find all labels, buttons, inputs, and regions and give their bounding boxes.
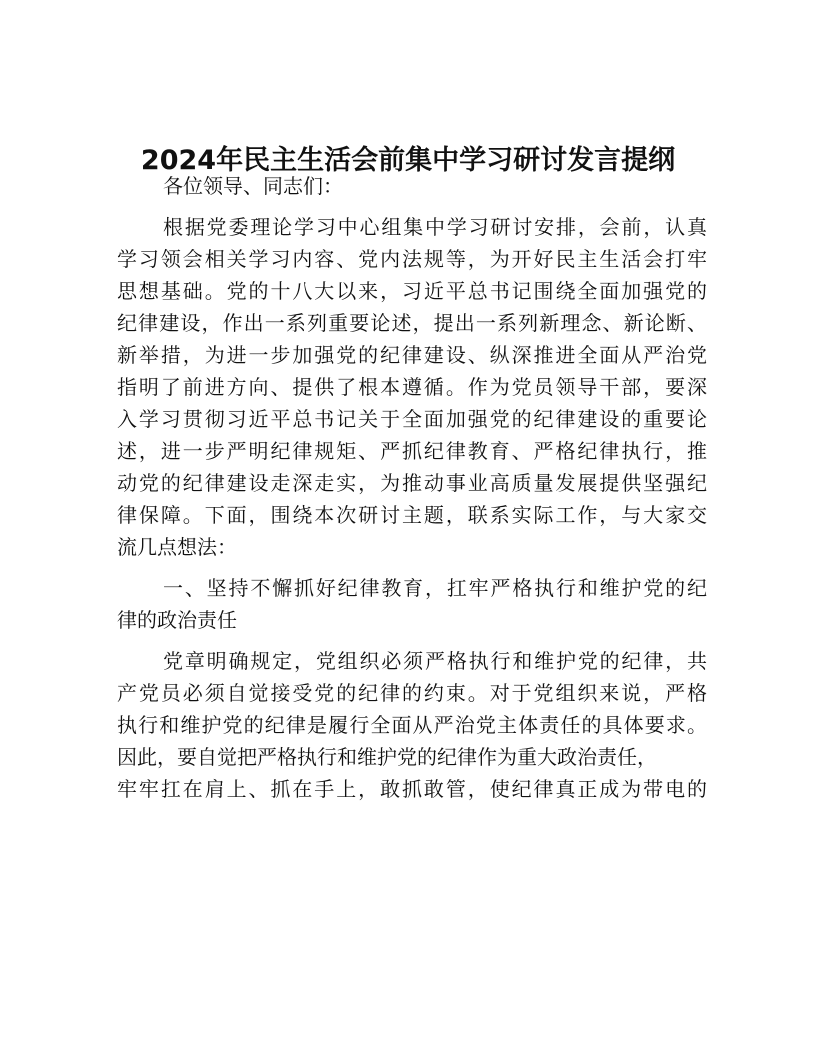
text-line: 一、坚持不懈抓好纪律教育，扛牢严格执行和维护党的纪 bbox=[163, 576, 707, 600]
paragraph-salutation bbox=[117, 170, 707, 202]
text-line: 律保障。下面，围绕本次研讨主题，联系实际工作，与大家交 bbox=[117, 503, 707, 527]
text-line: 律的政治责任 bbox=[117, 608, 237, 632]
text-line: 执行和维护党的纪律是履行全面从严治党主体责任的具体要求。 bbox=[117, 713, 707, 737]
text-line: 动党的纪律建设走深走实，为推动事业高质量发展提供坚强纪 bbox=[117, 471, 707, 495]
text-line: 党章明确规定，党组织必须严格执行和维护党的纪律，共 bbox=[163, 649, 707, 673]
text-line: 述，进一步严明纪律规矩、严抓纪律教育、严格纪律执行，推 bbox=[117, 439, 707, 463]
text-line: 产党员必须自觉接受党的纪律的约束。对于党组织来说，严格 bbox=[117, 681, 707, 705]
text-line: 学习领会相关学习内容、党内法规等，为开好民主生活会打牢 bbox=[117, 247, 707, 271]
document-title: 2024年民主生活会前集中学习研讨发言提纲 bbox=[140, 145, 676, 176]
text-line: 因此，要自觉把严格执行和维护党的纪律作为重大政治责任， bbox=[117, 745, 657, 769]
text-line: 新举措，为进一步加强党的纪律建设、纵深推进全面从严治党 bbox=[117, 343, 707, 367]
section-heading-1 bbox=[117, 572, 707, 636]
text-line: 各位领导、同志们： bbox=[163, 174, 343, 198]
paragraph-introduction bbox=[117, 211, 707, 563]
document-body bbox=[117, 170, 707, 805]
paragraph-section-1-body bbox=[117, 645, 707, 805]
text-line: 纪律建设，作出一系列重要论述，提出一系列新理念、新论断、 bbox=[117, 311, 707, 335]
text-line: 思想基础。党的十八大以来，习近平总书记围绕全面加强党的 bbox=[117, 279, 707, 303]
text-line: 指明了前进方向、提供了根本遵循。作为党员领导干部，要深 bbox=[117, 375, 707, 399]
text-line: 牢牢扛在肩上、抓在手上，敢抓敢管，使纪律真正成为带电的 bbox=[117, 777, 707, 801]
text-line: 入学习贯彻习近平总书记关于全面加强党的纪律建设的重要论 bbox=[117, 407, 707, 431]
text-line: 流几点想法： bbox=[117, 535, 237, 559]
text-line: 根据党委理论学习中心组集中学习研讨安排，会前，认真 bbox=[163, 215, 707, 239]
